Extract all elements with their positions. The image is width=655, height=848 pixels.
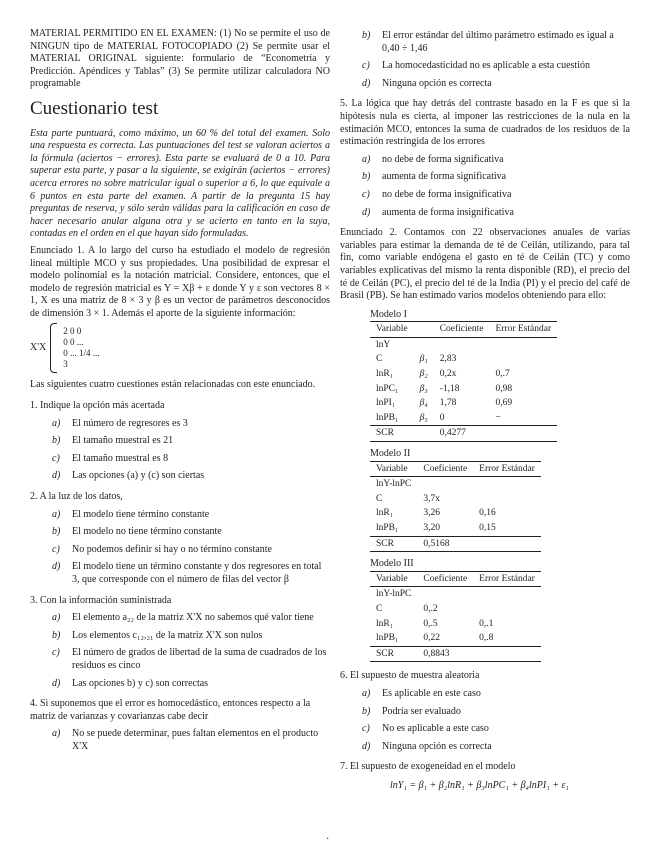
matrix-label: X'X: [30, 342, 47, 354]
question-text: 3. Con la información suministrada: [30, 594, 172, 606]
option-a: a) Es aplicable en este caso: [362, 687, 481, 699]
option-a: a) El número de regresores es 3: [52, 417, 188, 429]
question-1: [30, 400, 330, 483]
option-c: c) El tamaño muestral es 8: [52, 452, 169, 464]
question-text: 1. Indique la opción más acertada: [30, 400, 165, 412]
option-c: c) La homocedasticidad no es aplicable a esta cuestión: [362, 60, 590, 72]
table-title: Modelo II: [370, 448, 411, 460]
enunciado-1: Enunciado 1. A lo largo del curso ha estudiado el modelo de regresión lineal múltiple MCO y sus propiedades. Una posibilidad de expresar el modelo polinomial es la notación matricial. Considere, entonces, que el modelo de regresión matricial es Y = Xβ + ε donde Y y ε son vectores 8 × 1, X es una matriz de 8 × 3 y β es un vector de parámetros desconocidos de dimensión 3 × 1. Además el aporte de la siguiente información:: [30, 244, 330, 319]
option-c: c) no debe de forma insignificativa: [362, 188, 512, 200]
dependent-variable: lnY-lnPC: [376, 479, 412, 490]
dependent-variable: lnY: [376, 339, 391, 350]
question-text: 6. El supuesto de muestra aleatoria: [340, 670, 480, 682]
matrix-row: 0 ... 1/4 ...: [63, 348, 100, 359]
table-title: Modelo III: [370, 558, 414, 570]
option-b: b) Podría ser evaluado: [362, 705, 461, 717]
model-3-table: Modelo III Variable Coeficiente Error Estándar lnY-lnPC C 0,.2 lnR₁ 0,.5 0,.1 lnPB₁ 0,22 0,.8 SCR 0,8843: [370, 558, 630, 662]
right-column: [340, 30, 630, 793]
option-c: c) No es aplicable a este caso: [362, 723, 489, 735]
table-row: lnPI₁ β₄ 1,78 0,69: [376, 398, 513, 409]
option-c: c) El número de grados de libertad de la suma de cuadrados de los residuos es cinco: [52, 647, 327, 671]
question-7: [340, 761, 630, 792]
table-row: lnR₁ β₂ 0,2x 0,.7: [376, 369, 510, 380]
option-d: d) aumenta de forma insignificativa: [362, 206, 514, 218]
option-b: b) El modelo no tiene término constante: [52, 526, 222, 538]
option-a: a) No se puede determinar, pues faltan elementos en el producto X'X: [52, 728, 319, 752]
matrix-bracket: [50, 323, 57, 373]
table-row: lnPB₁ 0,22 0,.8: [376, 633, 494, 644]
option-d: d) Las opciones (a) y (c) son ciertas: [52, 470, 205, 482]
question-6: [340, 670, 630, 753]
option-d: d) Las opciones b) y c) son correctas: [52, 677, 209, 689]
question-text: 7. El supuesto de exogeneidad en el modelo: [340, 761, 516, 773]
question-text: 4. Si suponemos que el error es homocedástico, entonces respecto a la matriz de varianzas y covarianzas cabe decir: [30, 698, 311, 722]
table-row: C 3,7x: [376, 493, 440, 504]
table-row: lnR₁ 0,.5 0,.1: [376, 618, 494, 629]
option-c: c) No podemos definir si hay o no término constante: [52, 543, 272, 555]
option-d: d) Ninguna opción es correcta: [362, 740, 492, 752]
question-3: [30, 595, 330, 691]
option-b: b) Los elementos c₁₂,₂₁ de la matriz X'X son nulos: [52, 629, 263, 641]
table-row: lnPC₁ β₃ -1,18 0,98: [376, 383, 513, 394]
model-2-table: Modelo II Variable Coeficiente Error Estándar lnY-lnPC C 3,7x lnR₁ 3,26 0,16 lnPB₁ 3,20 0,15 SCR 0,5168: [370, 448, 630, 552]
page-mark: ·: [326, 834, 330, 845]
left-column: [30, 28, 330, 759]
option-d: d) Ninguna opción es correcta: [362, 77, 492, 89]
model-1-table: Modelo I Variable Coeficiente Error Estándar lnY C β₁ 2,83 lnR₁ β₂ 0,2x 0,.7 lnPC₁ β₃ -1,18 0,98 lnPI₁ β₄ 1,78 0,69 lnPB₁ β₅ 0 − SCR 0,4277: [370, 309, 630, 442]
option-b: b) El tamaño muestral es 21: [52, 435, 174, 447]
table-row: C β₁ 2,83: [376, 354, 457, 365]
question-text: 5. La lógica que hay detrás del contraste basado en la F es que si la hipótesis nula es cierta, al imponer las restricciones de la nula en la estimación MCO, entonces la suma de cuadrados de los residuos de la estimación restringida de los errores: [340, 98, 630, 148]
question-4-continued: [362, 30, 630, 90]
option-b: b) El error estándar del último parámetro estimado es igual a 0,40 ÷ 1,46: [362, 30, 614, 54]
dependent-variable: lnY-lnPC: [376, 589, 412, 600]
table-row: lnR₁ 3,26 0,16: [376, 508, 496, 519]
question-2: [30, 491, 330, 587]
equation: lnY₁ = β₁ + β₂lnR₁ + β₃lnPC₁ + β₄lnPI₁ + ε₁: [390, 779, 569, 791]
matrix-cells: [63, 326, 99, 370]
option-a: a) El elemento a₂₂ de la matriz X'X no sabemos qué valor tiene: [52, 612, 314, 624]
question-4: [30, 698, 330, 753]
enunciado-1-tail: Las siguientes cuatro cuestiones están relacionadas con este enunciado.: [30, 379, 316, 391]
xtx-matrix: [30, 323, 330, 373]
table-row: lnPB₁ β₅ 0 −: [376, 412, 501, 423]
matrix-row: 2 0 0: [63, 326, 82, 337]
question-5: [340, 98, 630, 219]
option-a: a) no debe de forma significativa: [362, 153, 504, 165]
enunciado-2: Enunciado 2. Contamos con 22 observaciones anuales de varias variables para estimar la demanda de té de Ceilán, utilizando, para tal fin, como variable endógena el gasto en té de Ceilán (TC) y como variables explicativas del mismo la renta disponible (RD), el precio del té de Ceilán (PC), el precio del té de la India (PI) y el precio del café de Brasil (PB). Se han estimado varios modelos obteniendo para ello:: [340, 227, 630, 302]
instructions-text: Esta parte puntuará, como máximo, un 60 % del total del examen. Solo una respuesta es correcta. Las puntuaciones del test se valoran aciertos a la fórmula (aciertos − errores). Esta parte se evaluará de 0 a 10. Para superar esta parte, y pasar a la siguiente, se exigirán (aciertos − errores) acerca errores no sobre matricular igual o superior a 6, lo que equivale a 6 puntos en esta parte del examen. A partir de la pregunta 15 hay preguntas de reserva, y sólo serán válidas para la calificación en caso de hacer necesario anular alguna otra y se acierto en tanto en la suya, contadas en el orden en el que hayan sido formuladas.: [30, 127, 330, 240]
intro-text: MATERIAL PERMITIDO EN EL EXAMEN: (1) No se permite el uso de NINGUN tipo de MATERIAL FOTOCOPIADO (2) Se permite usar el MATERIAL ORIGINAL siguiente: formulario de “Econometría y Predicción. Apéndices y Tablas” (3) Se permite utilizar calculadora NO programable: [30, 28, 330, 90]
option-a: a) El modelo tiene término constante: [52, 508, 210, 520]
table-title: Modelo I: [370, 308, 407, 320]
section-title: Cuestionario test: [30, 97, 159, 119]
matrix-row: 3: [63, 359, 68, 370]
table-row: lnPB₁ 3,20 0,15: [376, 523, 496, 533]
matrix-row: 0 0 ...: [63, 337, 84, 348]
option-d: d) El modelo tiene un término constante y dos regresores en total 3, que corresponde con el número de filas del vector β: [52, 561, 322, 585]
table-row: C 0,.2: [376, 603, 438, 614]
question-text: 2. A la luz de los datos,: [30, 491, 123, 503]
option-b: b) aumenta de forma significativa: [362, 171, 507, 183]
